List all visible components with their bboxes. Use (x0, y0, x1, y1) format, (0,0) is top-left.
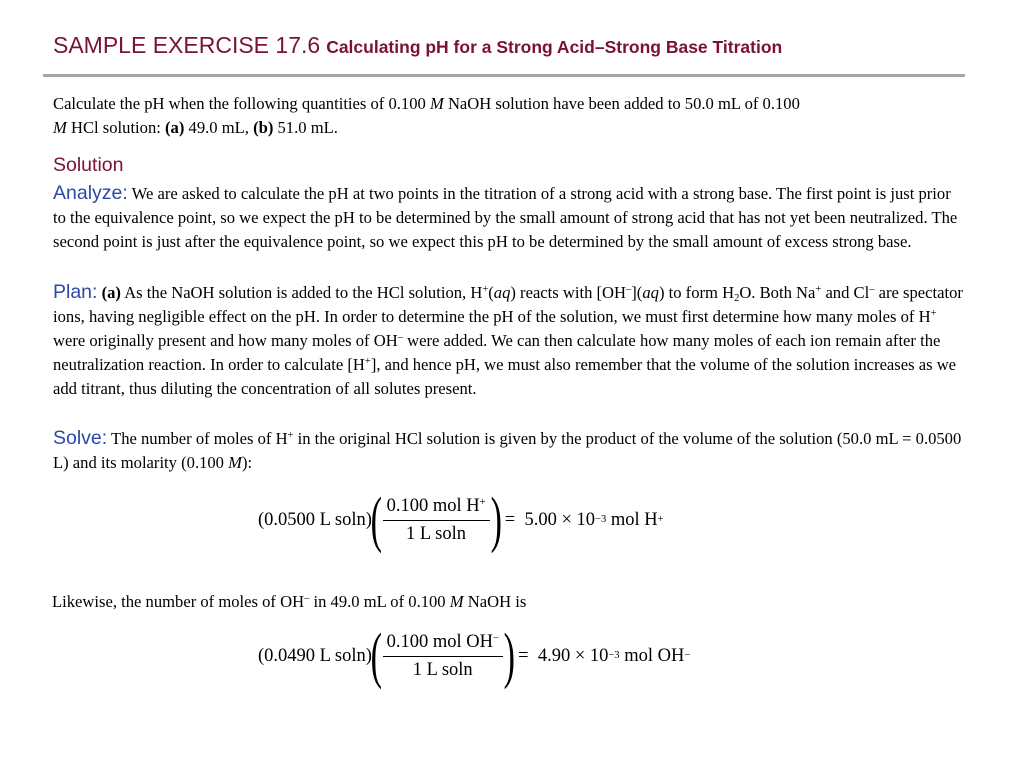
solve-paragraph: Solve: The number of moles of H+ in the original HCl solution is given by the product of the volume of the solution (50.0 mL = 0.0500 L) and its molarity (0.100 M): (53, 427, 962, 472)
analyze-paragraph: Analyze: We are asked to calculate the pH at two points in the titration of a strong acid with a strong base. The first point is just prior to the equivalence point, so we expect the pH to be determined by the small amount of strong acid that has not yet been neutralized. The second point is just after the equivalence point, so we expect this pH to be determined by the small amount of excess strong base. (53, 182, 958, 251)
analyze-label: Analyze: (53, 182, 128, 204)
solution-heading: Solution (53, 154, 124, 176)
fraction-oh: $\frac{0.100 mol OH^-}{\text{1 L soln}}$ (383, 632, 503, 681)
title-divider (43, 74, 965, 77)
exercise-number: SAMPLE EXERCISE 17.6 (53, 32, 321, 58)
page-title (53, 32, 782, 59)
problem-statement: Calculate the pH when the following quantities of 0.100 M NaOH solution have been added to 50.0 mL of 0.100 M HCl solution: (a) 49.0 mL, (b) 51.0 mL. (53, 94, 800, 137)
plan-paragraph: Plan: (a) As the NaOH solution is added to the HCl solution, H+(aq) reacts with [OH–](aq) to form $H_2O$. Both Na+ and Cl– are spectator ions, having negligible effect on the pH. In order to determine the pH of the solution, we must first determine how many moles of H+ were originally present and how many moles of OH– were added. We can then calculate how many moles of each ion remain after the neutralization reaction. In order to calculate [H+], and hence pH, we must also remember that the volume of the solution increases as we add titrant, thus diluting the concentration of all solutes present. (53, 281, 963, 398)
equation-moles-h: (0.0500 L soln) ( $\frac{0.100 mol H^+}{\text{1 L soln}}$ ) = 5.00 × 10 −3 mol H + (258, 486, 664, 554)
fraction-h: $\frac{0.100 mol H^+}{\text{1 L soln}}$ (383, 496, 490, 545)
exercise-title: Calculating pH for a Strong Acid–Strong Base Titration (326, 37, 783, 57)
likewise-sentence: Likewise, the number of moles of OH– in 49.0 mL of 0.100 M NaOH is (52, 592, 527, 611)
equation-moles-oh: (0.0490 L soln) ( $\frac{0.100 mol OH^-}{\text{1 L soln}}$ ) = 4.90 × 10 −3 mol OH − (258, 622, 691, 690)
plan-label: Plan: (53, 281, 98, 303)
solve-label: Solve: (53, 427, 108, 449)
